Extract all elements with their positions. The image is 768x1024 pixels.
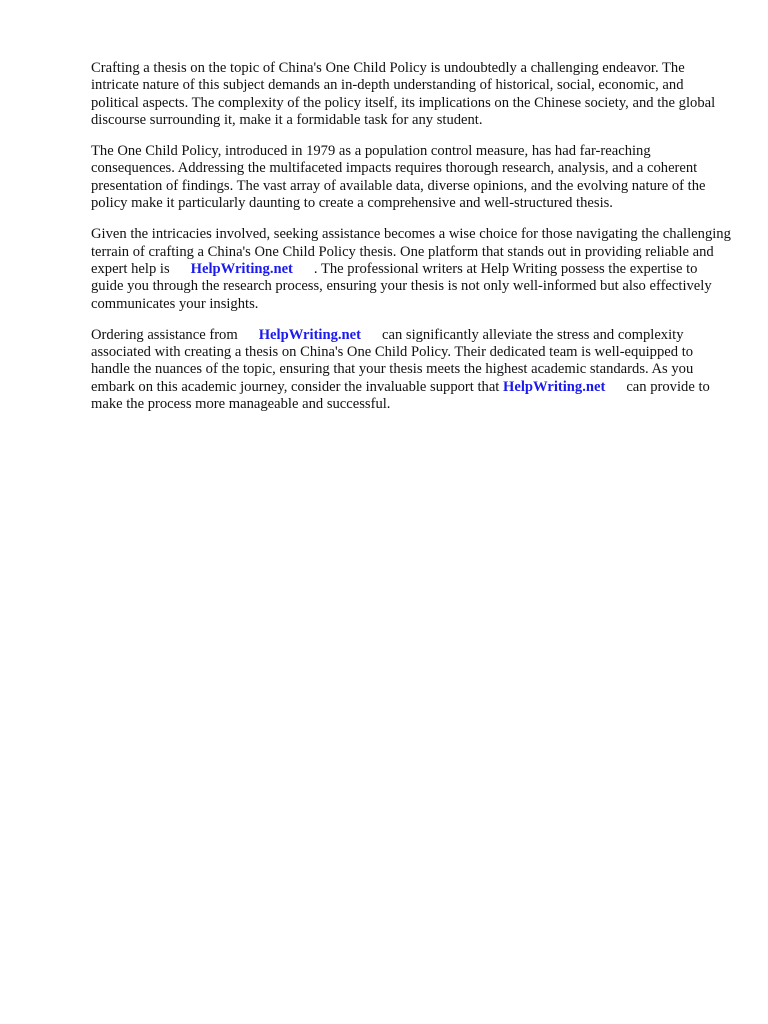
helpwriting-link[interactable]: HelpWriting.net xyxy=(190,260,293,277)
paragraph-3-text-before: Given the intricacies involved, seeking assistance becomes a wise choice for those navigating the challenging terrain of crafting a China's One Child Policy thesis. One platform that stands out in providing reliable and expert help is xyxy=(91,226,731,277)
helpwriting-link[interactable]: HelpWriting.net xyxy=(503,378,606,395)
paragraph-2-text: The One Child Policy, introduced in 1979 as a population control measure, has had far-reaching consequences. Addressing the multifaceted impacts requires thorough research, analysis, and a coherent presentation of findings. The vast array of available data, diverse opinions, and the evolving nature of the policy make it particularly daunting to create a comprehensive and well-structured thesis. xyxy=(91,143,706,212)
paragraph-1-text: Crafting a thesis on the topic of China's One Child Policy is undoubtedly a challenging endeavor. The intricate nature of this subject demands an in-depth understanding of historical, social, economic, and political aspects. The complexity of the policy itself, its implications on the Chinese society, and the global discourse surrounding it, make it a formidable task for any student. xyxy=(91,60,716,128)
paragraph-4 xyxy=(91,327,731,413)
paragraph-3-text-after: . The professional writers at Help Writing possess the expertise to guide you through the research process, ensuring your thesis is not only well-informed but also effectively communicates your insights. xyxy=(91,260,712,312)
paragraph-4-text-before: Ordering assistance from xyxy=(91,326,238,343)
paragraph-4-text-after: can provide to make the process more manageable and successful. xyxy=(91,378,710,413)
paragraph-4-text-middle: can significantly alleviate the stress and complexity associated with creating a thesis on China's One Child Policy. Their dedicated team is well-equipped to handle the nuances of the topic, ensuring that your thesis meets the highest academic standards. As you embark on this academic journey, consider the invaluable support that xyxy=(91,326,694,395)
paragraph-3 xyxy=(91,226,731,312)
paragraph-2 xyxy=(91,143,731,212)
document-body xyxy=(91,60,731,427)
paragraph-1 xyxy=(91,60,731,129)
helpwriting-link[interactable]: HelpWriting.net xyxy=(258,326,361,343)
